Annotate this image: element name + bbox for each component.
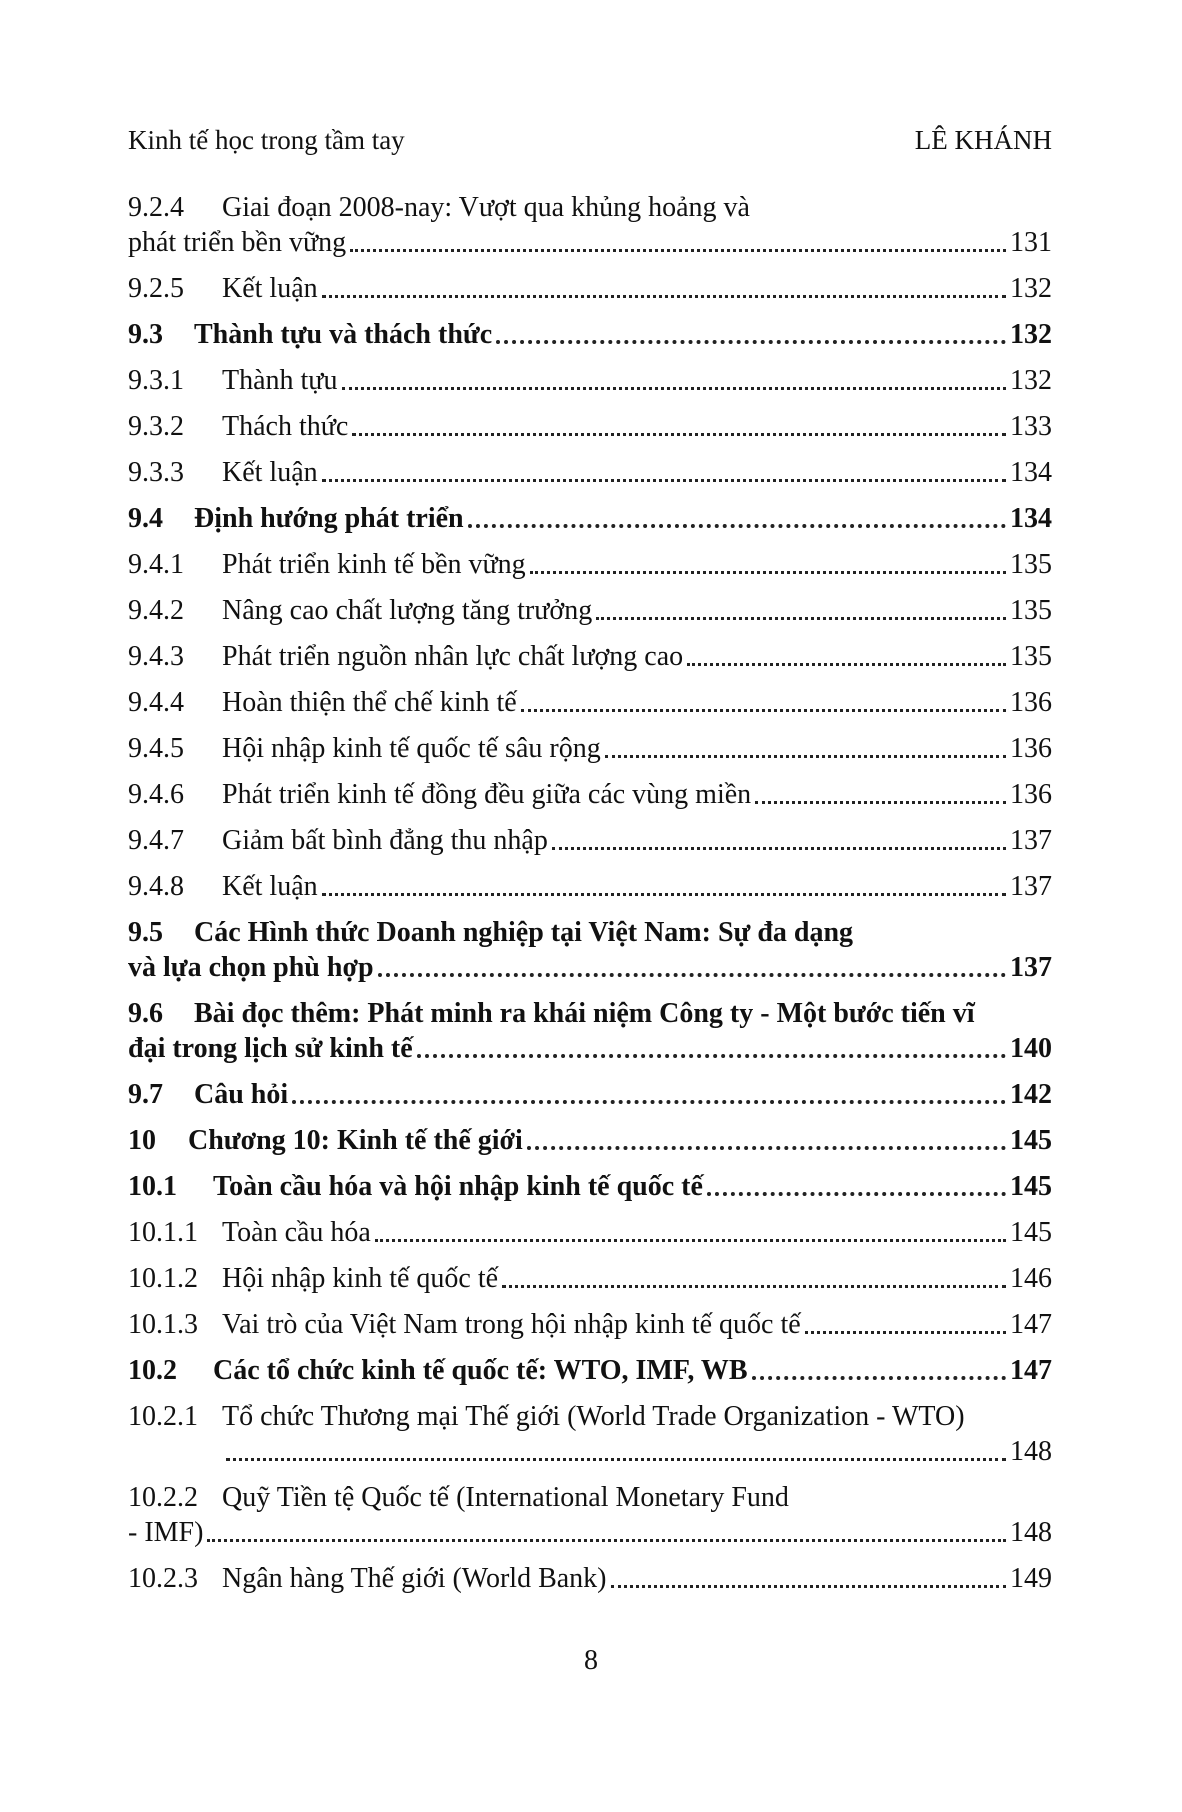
dot-leader [292,1088,1006,1104]
toc-entry-page: 149 [1010,1563,1052,1594]
toc-entry-page: 132 [1010,319,1052,350]
toc-entry-number: 9.4.2 [128,595,184,626]
toc-entry[interactable] [128,1261,1052,1296]
toc-entry[interactable] [128,1399,1052,1469]
toc-entry-number: 10.1.3 [128,1309,198,1340]
toc-entry-number: 9.4.8 [128,871,184,902]
toc-entry-title: Các tổ chức kinh tế quốc tế: WTO, IMF, WB [213,1355,748,1386]
toc-entry-page: 140 [1010,1033,1052,1064]
toc-entry-title: Định hướng phát triển [194,503,464,534]
toc-entry-number: 10 [128,1125,156,1156]
toc-entry[interactable] [128,639,1052,674]
toc-entry-title: Chương 10: Kinh tế thế giới [188,1125,523,1156]
toc-entry[interactable] [128,363,1052,398]
toc-entry-page: 136 [1010,733,1052,764]
toc-entry[interactable] [128,996,1052,1066]
table-of-contents [128,190,1052,1607]
toc-entry-title: Hội nhập kinh tế quốc tế [222,1263,499,1294]
toc-entry-page: 136 [1010,687,1052,718]
toc-entry-number: 9.4.1 [128,549,184,580]
toc-entry-number: 9.7 [128,1079,163,1110]
toc-entry-number: 9.2.5 [128,273,184,304]
dot-leader [417,1042,1006,1058]
toc-entry[interactable] [128,869,1052,904]
toc-entry-number: 10.2.1 [128,1401,198,1432]
dot-leader [707,1180,1006,1196]
toc-entry-page: 148 [1010,1517,1052,1548]
toc-entry[interactable] [128,317,1052,352]
dot-leader [755,789,1006,804]
toc-entry[interactable] [128,501,1052,536]
toc-entry-number: 9.3.1 [128,365,184,396]
running-header [128,122,1052,158]
toc-entry-title: Kết luận [222,273,318,304]
toc-entry-title: Vai trò của Việt Nam trong hội nhập kinh tế quốc tế [222,1309,801,1340]
toc-entry-page: 146 [1010,1263,1052,1294]
toc-entry[interactable] [128,915,1052,985]
dot-leader [605,743,1006,758]
dot-leader [207,1527,1006,1542]
toc-entry-title: Thách thức [222,411,349,442]
toc-entry-page: 134 [1010,503,1052,534]
toc-entry-title: Nâng cao chất lượng tăng trưởng [222,595,593,626]
dot-leader [322,283,1006,298]
toc-entry-number: 9.4 [128,503,163,534]
dot-leader [322,467,1006,482]
dot-leader [687,651,1006,666]
toc-entry[interactable] [128,190,1052,260]
toc-entry-title: Kết luận [222,457,318,488]
toc-entry-title: Hoàn thiện thể chế kinh tế [222,687,517,718]
toc-entry[interactable] [128,409,1052,444]
toc-entry[interactable] [128,1169,1052,1204]
toc-entry-page: 132 [1010,365,1052,396]
toc-entry[interactable] [128,1480,1052,1550]
toc-entry-number: 9.3.3 [128,457,184,488]
toc-entry[interactable] [128,685,1052,720]
toc-entry-number: 9.2.4 [128,192,184,223]
toc-entry-number: 10.1.2 [128,1263,198,1294]
toc-entry-title-continued: phát triển bền vững [128,227,347,258]
toc-entry[interactable] [128,1123,1052,1158]
toc-entry-title: Toàn cầu hóa [222,1217,371,1248]
toc-entry-page: 132 [1010,273,1052,304]
toc-entry-page: 137 [1010,952,1052,983]
toc-entry[interactable] [128,1561,1052,1596]
toc-entry-title: Phát triển kinh tế bền vững [222,549,526,580]
toc-entry-page: 135 [1010,641,1052,672]
toc-entry-number: 10.2.2 [128,1482,198,1513]
dot-leader [530,559,1006,574]
toc-entry-title: Phát triển kinh tế đồng đều giữa các vùng miền [222,779,752,810]
dot-leader [502,1273,1006,1288]
dot-leader [342,375,1007,390]
dot-leader [468,512,1006,528]
toc-entry-number: 10.1 [128,1171,177,1202]
toc-entry-page: 137 [1010,825,1052,856]
page-number: 8 [584,1645,598,1676]
toc-entry-title: Toàn cầu hóa và hội nhập kinh tế quốc tế [213,1171,703,1202]
toc-entry-page: 135 [1010,595,1052,626]
dot-leader [378,961,1006,977]
toc-entry-page: 142 [1010,1079,1052,1110]
toc-entry[interactable] [128,455,1052,490]
toc-entry-title: Giảm bất bình đẳng thu nhập [222,825,548,856]
toc-entry-number: 9.4.4 [128,687,184,718]
toc-entry-number: 9.3.2 [128,411,184,442]
toc-entry[interactable] [128,1307,1052,1342]
toc-entry-page: 145 [1010,1217,1052,1248]
toc-entry-title: Câu hỏi [194,1079,289,1110]
toc-entry-title-continued: và lựa chọn phù hợp [128,952,374,983]
toc-entry-number: 10.1.1 [128,1217,198,1248]
dot-leader [611,1573,1006,1588]
toc-entry[interactable] [128,731,1052,766]
toc-entry[interactable] [128,1077,1052,1112]
dot-leader [805,1319,1006,1334]
toc-entry-page: 137 [1010,871,1052,902]
toc-entry-title: Ngân hàng Thế giới (World Bank) [222,1563,607,1594]
dot-leader [552,835,1006,850]
toc-entry-number: 9.5 [128,917,163,948]
toc-entry-number: 9.3 [128,319,163,350]
toc-entry-page: 131 [1010,227,1052,258]
toc-entry-title: Tổ chức Thương mại Thế giới (World Trade Organization - WTO) [222,1401,965,1432]
dot-leader [527,1134,1006,1150]
toc-entry-number: 9.4.7 [128,825,184,856]
toc-entry-title: Phát triển nguồn nhân lực chất lượng cao [222,641,684,672]
toc-entry-title: Các Hình thức Doanh nghiệp tại Việt Nam: Sự đa dạng [194,917,854,948]
toc-entry-number: 9.4.3 [128,641,184,672]
toc-entry-page: 133 [1010,411,1052,442]
toc-entry-title: Giai đoạn 2008-nay: Vượt qua khủng hoảng và [222,192,750,223]
toc-entry[interactable] [128,1215,1052,1250]
toc-entry-number: 10.2.3 [128,1563,198,1594]
dot-leader [352,421,1006,436]
toc-entry-title: Hội nhập kinh tế quốc tế sâu rộng [222,733,601,764]
toc-entry[interactable] [128,823,1052,858]
dot-leader [375,1227,1006,1242]
toc-entry[interactable] [128,271,1052,306]
toc-entry-title-continued: đại trong lịch sử kinh tế [128,1033,413,1064]
toc-entry-number: 9.4.6 [128,779,184,810]
toc-entry-title: Thành tựu và thách thức [194,319,493,350]
dot-leader [752,1364,1006,1380]
toc-entry[interactable] [128,593,1052,628]
toc-entry-number: 9.6 [128,998,163,1029]
dot-leader [322,881,1006,896]
toc-entry[interactable] [128,1353,1052,1388]
book-title: Kinh tế học trong tầm tay [128,125,405,155]
dot-leader [521,697,1006,712]
toc-entry-number: 10.2 [128,1355,177,1386]
toc-entry-page: 147 [1010,1309,1052,1340]
toc-entry-page: 134 [1010,457,1052,488]
toc-entry-title: Thành tựu [222,365,338,396]
toc-entry-page: 135 [1010,549,1052,580]
dot-leader [596,605,1006,620]
toc-entry-title: Bài đọc thêm: Phát minh ra khái niệm Công ty - Một bước tiến vĩ [194,998,975,1029]
toc-entry[interactable] [128,547,1052,582]
toc-entry-title: Kết luận [222,871,318,902]
toc-entry-title-continued: - IMF) [128,1517,204,1548]
toc-entry-page: 136 [1010,779,1052,810]
toc-entry-page: 147 [1010,1355,1052,1386]
toc-entry-page: 148 [1010,1436,1052,1467]
dot-leader [350,237,1006,252]
toc-entry-page: 145 [1010,1125,1052,1156]
toc-entry[interactable] [128,777,1052,812]
dot-leader [226,1446,1006,1461]
toc-entry-number: 9.4.5 [128,733,184,764]
toc-entry-title: Quỹ Tiền tệ Quốc tế (International Monetary Fund [222,1482,789,1513]
author-name: LÊ KHÁNH [914,125,1052,155]
dot-leader [496,328,1006,344]
toc-entry-page: 145 [1010,1171,1052,1202]
